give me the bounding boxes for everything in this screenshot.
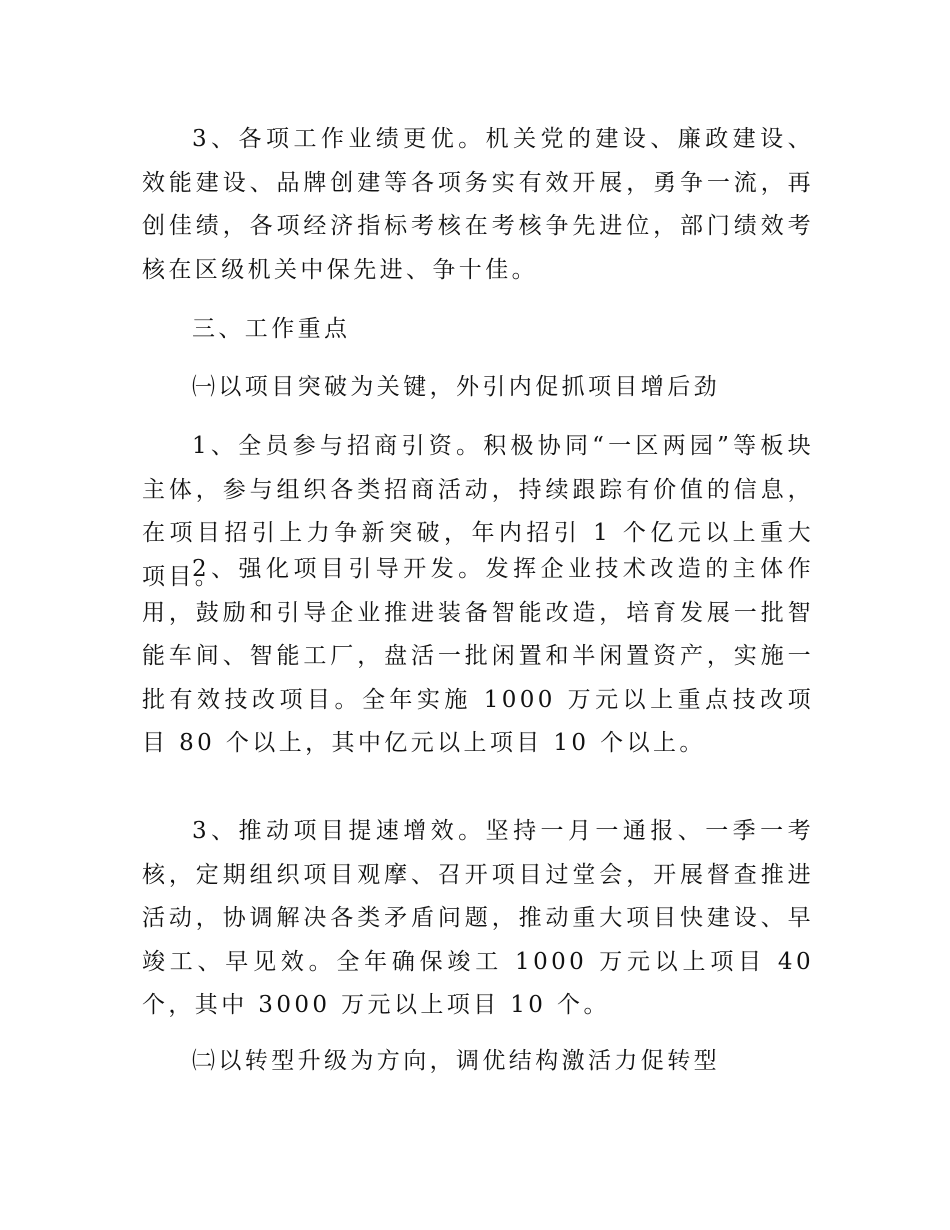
subsection-heading-transformation: ㈡以转型升级为方向，调优结构激活力促转型 xyxy=(192,1048,720,1074)
paragraph-project-development: 2、强化项目引导开发。发挥企业技术改造的主体作用，鼓励和引导企业推进装备智能改造，培育发展一批智能车间、智能工厂，盘活一批闲置和半闲置资产，实施一批有效技改项目。全年实施 1000 万元以上重点技改项目 80 个以上，其中亿元以上项目 10 个以上。 xyxy=(142,556,814,756)
section-heading-work-focus: 三、工作重点 xyxy=(192,316,351,342)
subsection-heading-projects: ㈠以项目突破为关键，外引内促抓项目增后劲 xyxy=(192,374,720,400)
paragraph-project-acceleration: 3、推动项目提速增效。坚持一月一通报、一季一考核，定期组织项目观摩、召开项目过堂会，开展督查推进活动，协调解决各类矛盾问题，推动重大项目快建设、早竣工、早见效。全年确保竣工 1000 万元以上项目 40 个，其中 3000 万元以上项目 10 个。 xyxy=(142,818,814,1018)
paragraph-performance-goals: 3、各项工作业绩更优。机关党的建设、廉政建设、效能建设、品牌创建等各项务实有效开展，勇争一流，再创佳绩，各项经济指标考核在考核争先进位，部门绩效考核在区级机关中保先进、争十佳。 xyxy=(142,126,814,283)
paragraph-investment-attraction: 1、全员参与招商引资。积极协同“一区两园”等板块主体，参与组织各类招商活动，持续跟踪有价值的信息，在项目招引上力争新突破，年内招引 1 个亿元以上重大项目。 xyxy=(142,433,814,590)
